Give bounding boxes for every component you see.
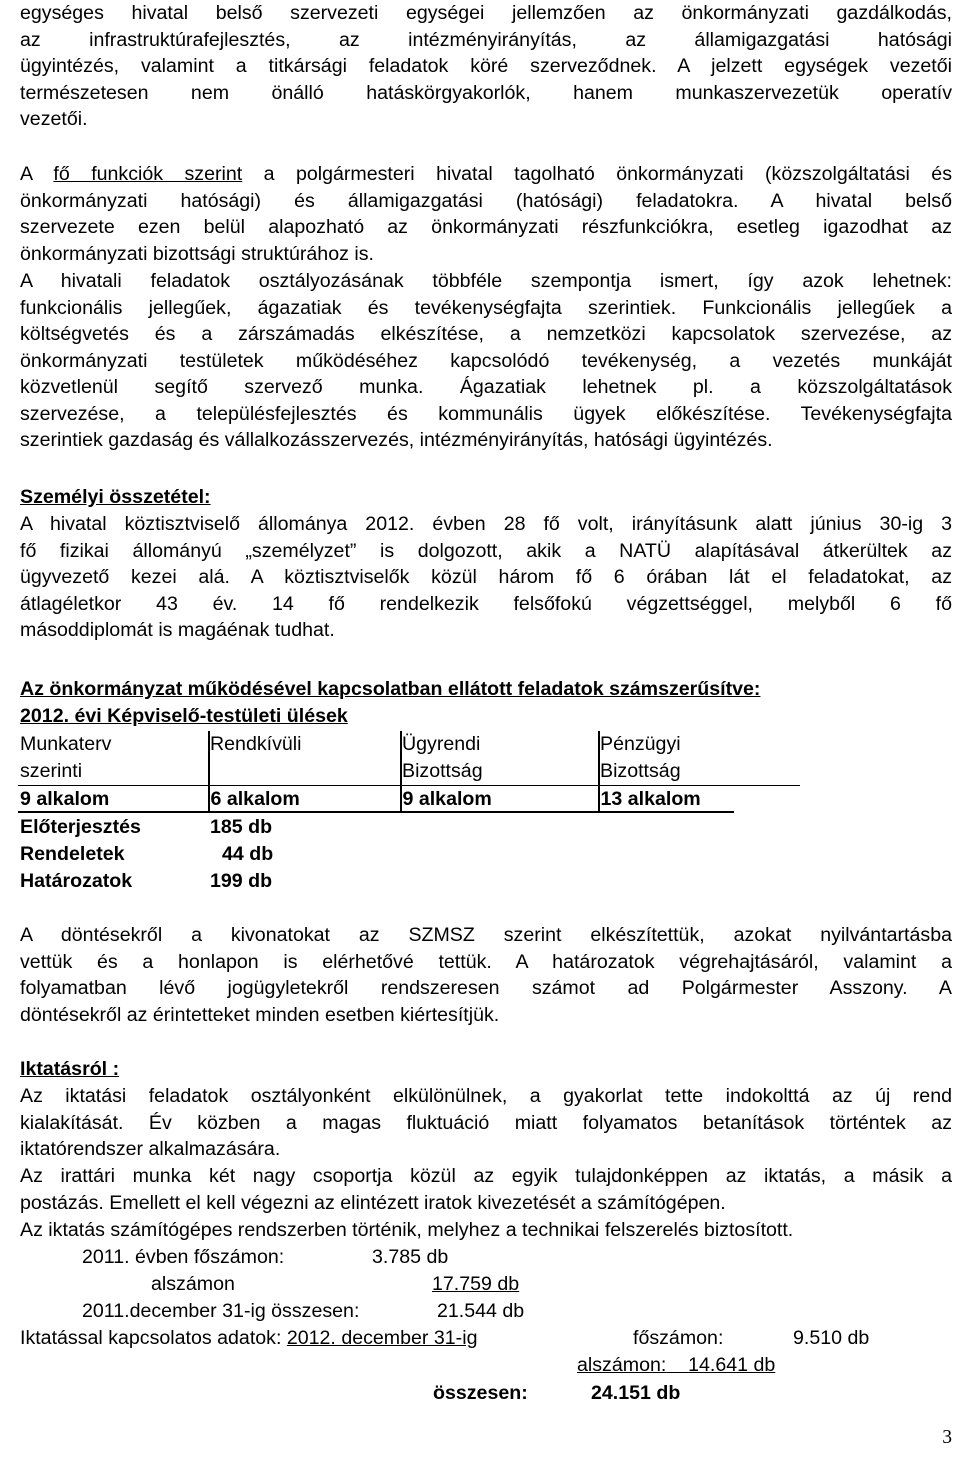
stat-value: 21.544 db [437,1300,525,1322]
page-number: 3 [942,1427,952,1448]
text-line: másoddiplomát is magáénak tudhat. [20,619,335,641]
text-line: költségvetés és a zárszámadás elkészítése, a nemzetközi kapcsolatok szervezése, az [20,323,952,345]
text-line: szerintiek gazdaság és vállalkozásszervezés, intézményirányítás, hatósági ügyintézés. [20,429,773,451]
count-label: Előterjesztés [20,816,141,838]
text-line: közvetlenül segítő szervező munka. Ágazatiak lehetnek pl. a közszolgáltatások [20,376,952,398]
stat-value: 14.641 db [688,1354,776,1376]
text-line: postázás. Emellett el kell végezni az elintézett iratok kivezetését a számítógépen. [20,1191,726,1214]
stat-label: alszámon [151,1273,235,1295]
text-span: Iktatással kapcsolatos adatok: [20,1327,287,1349]
table-separator [208,731,210,812]
text-line: A hivatal köztisztviselő állománya 2012. évben 28 fő volt, irányításunk alatt június 30-ig 3 [20,513,952,535]
text-line: döntésekről az érintetteket minden esetben kiértesítjük. [20,1003,500,1026]
paragraph-system: Az iktatás számítógépes rendszerben történik, melyhez a technikai felszerelés biztosított. [20,1219,794,1241]
paragraph-archive [20,1163,952,1216]
sessions-table [18,731,800,813]
stat-label: összesen: [433,1382,528,1404]
stat-value: 3.785 db [372,1246,449,1268]
text-line: vettük és a honlapon is elérhetővé tettük. A határozatok végrehajtásáról, valamint a [20,950,952,973]
stat-label: főszámon: [633,1327,724,1349]
text-line: szervezete ezen belül alapozható az önkormányzati részfunkciókra, esetleg igazodhat az [20,216,952,238]
table-row [18,786,800,814]
table-cell: 6 alkalom [208,786,400,814]
table-separator [18,811,734,813]
paragraph-main-functions [20,161,952,267]
count-value: 199 db [210,870,273,892]
paragraph-intro [20,0,952,133]
paragraph-classification [20,268,952,454]
text-line: iktatórendszer alkalmazására. [20,1138,281,1160]
header-line: Pénzügyi [600,733,681,755]
text-line: szervezése, a településfejlesztés és kommunális ügyek előkészítése. Tevékenységfajta [20,402,952,425]
text-line: az infrastruktúrafejlesztés, az intézményirányítás, az államigazgatási hatósági [20,28,952,51]
text-line [20,161,952,188]
table-separator [598,731,600,812]
stat-label: 2011.december 31-ig összesen: [82,1300,360,1322]
table-header-row [18,731,800,786]
count-label: Határozatok [20,870,133,892]
text-line: egységes hivatal belső szervezeti egységei jellemzően az önkormányzati gazdálkodás, [20,2,952,24]
section-heading-personal: Személyi összetétel: [20,486,211,508]
text-line: funkcionális jellegűek, ágazatiak és tevékenységfajta szerintiek. Funkcionális jellegűek a [20,296,952,319]
count-value: 44 db [222,843,274,865]
text-line: Az irattári munka két nagy csoportja közül az egyik tulajdonképpen az iktatás, a másik a [20,1165,952,1187]
stat-value: 9.510 db [793,1327,870,1349]
text-line: önkormányzati hatósági) és államigazgatási (hatósági) feladatokra. A hivatal belső [20,189,952,212]
section-heading-sessions: 2012. évi Képviselő-testületi ülések [20,705,348,727]
underlined-phrase: fő funkciók szerint [53,163,243,185]
paragraph-personal [20,511,952,644]
count-label: Rendeletek [20,843,125,865]
section-heading-tasks: Az önkormányzat működésével kapcsolatban ellátott feladatok számszerűsítve: [20,678,761,700]
table-header-cell [18,731,208,786]
text-line: önkormányzati testületek működéséhez kapcsolódó tevékenység, a vezetés munkáját [20,349,952,372]
stat-label: 2011. évben főszámon: [82,1246,285,1268]
text-span: A [20,163,54,185]
paragraph-filing [20,1083,952,1163]
table-header-cell [400,731,598,786]
text-span: a polgármesteri hivatal tagolható önkormányzati (közszolgáltatási és [242,163,952,185]
table-cell: 9 alkalom [400,786,598,814]
stat-subline [577,1352,775,1379]
table-header-cell [208,731,400,786]
table-header-cell [598,731,800,786]
header-line: Munkaterv [20,733,112,755]
header-line: szerinti [20,760,83,782]
text-line: A hivatali feladatok osztályozásának többféle szempontja ismert, így azok lehetnek: [20,270,952,292]
text-line: Az iktatási feladatok osztályonként elkülönülnek, a gyakorlat tette indokolttá az új rend [20,1085,952,1107]
underlined-date: 2012. december 31-ig [286,1327,478,1349]
text-line: ügyintézés, valamint a titkársági feladatok köré szerveződnek. A jelzett egységek vezetői [20,55,952,77]
table-separator [400,731,402,812]
text-line: folyamatban lévő jogügyletekről rendszeresen számot ad Polgármester Asszony. A [20,977,952,999]
text-line: átlagéletkor 43 év. 14 fő rendelkezik felsőfokú végzettséggel, melyből 6 fő [20,592,952,615]
stat-value: 24.151 db [591,1382,681,1404]
text-line: kialakítását. Év közben a magas fluktuáció miatt folyamatos betanítások történtek az [20,1111,952,1134]
text-line: fő fizikai állományú „személyzet” is dolgozott, akik a NATÜ alapításával átkerültek az [20,539,952,562]
paragraph-decisions [20,922,952,1028]
stats-intro [20,1325,477,1352]
count-value: 185 db [210,816,273,838]
text-line: önkormányzati bizottsági struktúrához is. [20,242,374,265]
table-cell: 9 alkalom [18,786,208,814]
stat-value: 17.759 db [432,1273,520,1295]
header-line: Ügyrendi [402,733,481,755]
table-cell: 13 alkalom [598,786,800,814]
text-line: A döntésekről a kivonatokat az SZMSZ szerint elkészítettük, azokat nyilvántartásba [20,924,952,946]
stat-label: alszámon: [577,1354,667,1376]
text-line: ügyvezető kezei alá. A köztisztviselők közül három fő 6 órában lát el feladatokat, az [20,566,952,588]
text-line: természetesen nem önálló hatáskörgyakorlók, hanem munkaszervezetük operatív [20,81,952,104]
header-line: Bizottság [402,760,483,782]
text-line: vezetői. [20,108,88,130]
header-line: Bizottság [600,760,681,782]
header-line: Rendkívüli [210,733,302,755]
section-heading-filing: Iktatásról : [20,1058,120,1080]
